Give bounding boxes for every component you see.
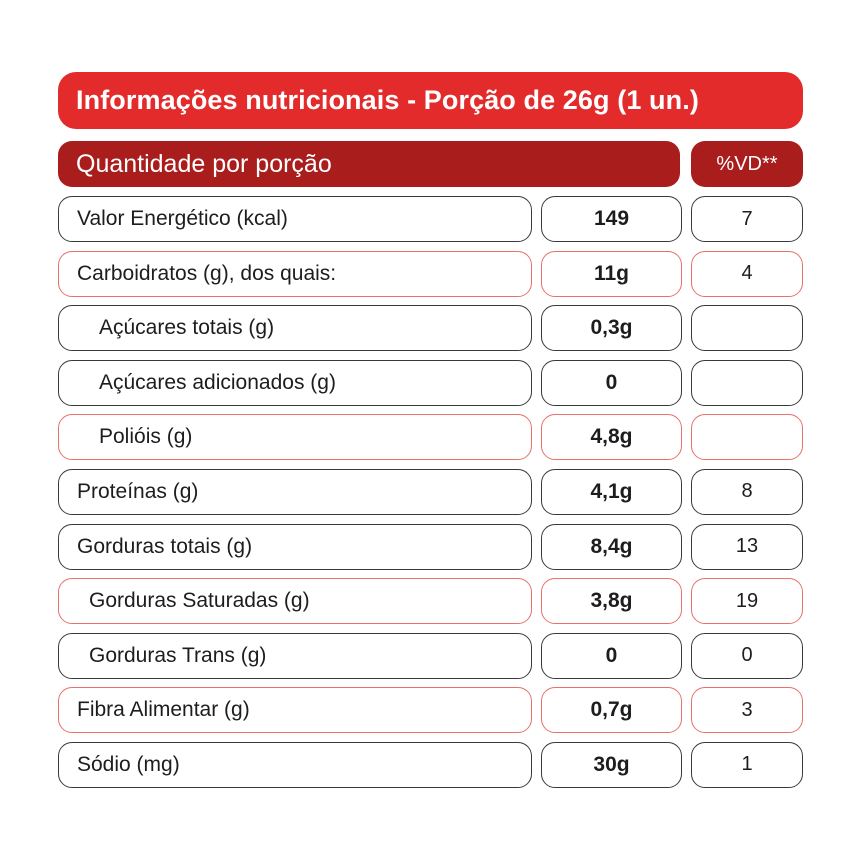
nutrient-amount: 4,1g [541, 469, 682, 515]
nutrient-amount: 0,3g [541, 305, 682, 351]
nutrient-vd: 0 [691, 633, 803, 679]
nutrient-vd [691, 305, 803, 351]
nutrient-name: Carboidratos (g), dos quais: [58, 251, 532, 297]
nutrient-name: Açúcares adicionados (g) [58, 360, 532, 406]
table-row-fiber [58, 687, 803, 733]
nutrient-vd: 4 [691, 251, 803, 297]
nutrient-name: Gorduras totais (g) [58, 524, 532, 570]
quantity-header: Quantidade por porção [58, 141, 680, 187]
nutrient-amount: 3,8g [541, 578, 682, 624]
vd-header: %VD** [691, 141, 803, 187]
nutrient-vd: 1 [691, 742, 803, 788]
nutrient-amount: 11g [541, 251, 682, 297]
nutrient-vd: 13 [691, 524, 803, 570]
nutrient-amount: 0 [541, 360, 682, 406]
nutrient-amount: 149 [541, 196, 682, 242]
nutrient-name: Fibra Alimentar (g) [58, 687, 532, 733]
nutrient-amount: 4,8g [541, 414, 682, 460]
table-row-total-fat [58, 524, 803, 570]
table-row-sodium [58, 742, 803, 788]
table-row-trans-fat [58, 633, 803, 679]
table-row-proteins [58, 469, 803, 515]
table-row-energy [58, 196, 803, 242]
nutrient-amount: 0 [541, 633, 682, 679]
table-row-polyols [58, 414, 803, 460]
nutrient-name: Sódio (mg) [58, 742, 532, 788]
nutrient-amount: 8,4g [541, 524, 682, 570]
nutrient-vd: 7 [691, 196, 803, 242]
nutrient-vd: 19 [691, 578, 803, 624]
nutrient-vd: 3 [691, 687, 803, 733]
nutrition-title: Informações nutricionais - Porção de 26g (1 un.) [58, 72, 803, 129]
table-row-added-sugars [58, 360, 803, 406]
nutrition-table [58, 196, 803, 797]
nutrient-name: Proteínas (g) [58, 469, 532, 515]
nutrient-vd [691, 360, 803, 406]
nutrient-amount: 0,7g [541, 687, 682, 733]
nutrient-name: Polióis (g) [58, 414, 532, 460]
table-row-saturated-fat [58, 578, 803, 624]
nutrient-name: Gorduras Trans (g) [58, 633, 532, 679]
nutrient-amount: 30g [541, 742, 682, 788]
nutrient-vd [691, 414, 803, 460]
nutrient-name: Valor Energético (kcal) [58, 196, 532, 242]
table-row-carbs [58, 251, 803, 297]
nutrient-vd: 8 [691, 469, 803, 515]
table-row-total-sugars [58, 305, 803, 351]
nutrient-name: Gorduras Saturadas (g) [58, 578, 532, 624]
nutrient-name: Açúcares totais (g) [58, 305, 532, 351]
